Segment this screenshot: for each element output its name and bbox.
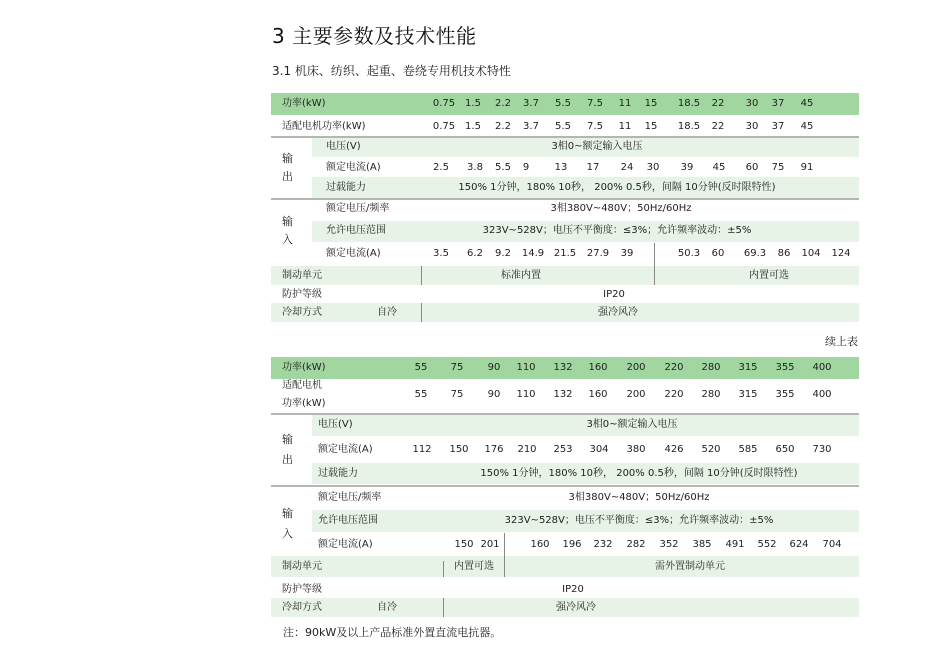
cell: 69.3 bbox=[743, 248, 767, 259]
allowed-range-value: 323V~528V；电压不平衡度：≤3%；允许频率波动：±5% bbox=[504, 515, 774, 526]
cell: 13 bbox=[554, 162, 568, 173]
power-label: 功率(kW) bbox=[282, 362, 326, 373]
overload-label: 过载能力 bbox=[318, 468, 358, 479]
cell: 196 bbox=[562, 539, 582, 550]
cell: 253 bbox=[553, 444, 573, 455]
cell: 0.75 bbox=[432, 121, 456, 132]
cell: 27.9 bbox=[586, 248, 610, 259]
cell: 30 bbox=[646, 162, 660, 173]
cell: 37 bbox=[771, 121, 785, 132]
cell: 1.5 bbox=[465, 98, 481, 109]
cooling-label: 冷却方式 bbox=[282, 307, 322, 318]
cell: 7.5 bbox=[587, 121, 603, 132]
cell: 160 bbox=[530, 539, 550, 550]
cell: 39 bbox=[620, 248, 634, 259]
cell: 9 bbox=[522, 162, 530, 173]
cell: 30 bbox=[745, 98, 759, 109]
input-voltage-label: 额定电压/频率 bbox=[326, 203, 390, 214]
cell: 18.5 bbox=[677, 121, 701, 132]
cell: 552 bbox=[757, 539, 777, 550]
cell: 200 bbox=[626, 362, 646, 373]
power-label: 功率(kW) bbox=[282, 98, 326, 109]
cell: 9.2 bbox=[495, 248, 511, 259]
cell: 176 bbox=[484, 444, 504, 455]
cell: 110 bbox=[516, 389, 536, 400]
cooling-value-a: 自冷 bbox=[377, 307, 397, 318]
cell: 91 bbox=[800, 162, 814, 173]
input-current-label: 额定电流(A) bbox=[326, 248, 381, 259]
cell: 220 bbox=[664, 389, 684, 400]
cell: 14.9 bbox=[521, 248, 545, 259]
cell: 112 bbox=[412, 444, 432, 455]
cell: 3.7 bbox=[523, 121, 539, 132]
cell: 355 bbox=[775, 362, 795, 373]
protection-value: IP20 bbox=[603, 289, 625, 300]
divider bbox=[421, 266, 422, 285]
allowed-range-value: 323V~528V；电压不平衡度：≤3%；允许频率波动：±5% bbox=[482, 225, 752, 236]
cell: 5.5 bbox=[555, 98, 571, 109]
cell: 150 bbox=[454, 539, 474, 550]
protection-label: 防护等级 bbox=[282, 289, 322, 300]
cell: 50.3 bbox=[677, 248, 701, 259]
cell: 624 bbox=[789, 539, 809, 550]
output-voltage-label: 电压(V) bbox=[326, 141, 361, 152]
cell: 400 bbox=[812, 389, 832, 400]
brake-value-b: 内置可选 bbox=[749, 270, 789, 281]
cell: 6.2 bbox=[467, 248, 483, 259]
motor-power-label-line1: 适配电机 bbox=[282, 380, 322, 391]
divider bbox=[443, 561, 444, 577]
cell: 110 bbox=[516, 362, 536, 373]
cell: 1.5 bbox=[465, 121, 481, 132]
overload-value: 150% 1分钟，180% 10秒， 200% 0.5秒，间隔 10分钟(反时限特性) bbox=[480, 468, 798, 479]
cell: 400 bbox=[812, 362, 832, 373]
input-group-label: 输入 bbox=[282, 215, 293, 246]
cell: 60 bbox=[711, 248, 725, 259]
cell: 60 bbox=[745, 162, 759, 173]
cell: 132 bbox=[553, 362, 573, 373]
cell: 282 bbox=[626, 539, 646, 550]
cell: 730 bbox=[812, 444, 832, 455]
input-current-label: 额定电流(A) bbox=[318, 539, 373, 550]
cell: 17 bbox=[586, 162, 600, 173]
cooling-label: 冷却方式 bbox=[282, 602, 322, 613]
cell: 160 bbox=[588, 389, 608, 400]
allowed-range-label: 允许电压范围 bbox=[326, 225, 386, 236]
motor-power-label-line2: 功率(kW) bbox=[282, 398, 326, 409]
cell: 15 bbox=[644, 98, 658, 109]
section-title: 3.1 机床、纺织、起重、卷绕专用机技术特性 bbox=[272, 64, 511, 78]
cell: 21.5 bbox=[553, 248, 577, 259]
cell: 24 bbox=[620, 162, 634, 173]
cell: 7.5 bbox=[587, 98, 603, 109]
cell: 45 bbox=[712, 162, 726, 173]
cell: 90 bbox=[487, 362, 501, 373]
rule bbox=[271, 198, 859, 200]
cell: 5.5 bbox=[495, 162, 511, 173]
overload-value: 150% 1分钟，180% 10秒， 200% 0.5秒，间隔 10分钟(反时限特性) bbox=[458, 182, 776, 193]
cell: 200 bbox=[626, 389, 646, 400]
brake-label: 制动单元 bbox=[282, 561, 322, 572]
input-group-label: 输入 bbox=[282, 507, 293, 540]
cell: 315 bbox=[738, 389, 758, 400]
cell: 385 bbox=[692, 539, 712, 550]
cell: 3.8 bbox=[467, 162, 483, 173]
output-current-label: 额定电流(A) bbox=[326, 162, 381, 173]
output-voltage-value: 3相0~额定输入电压 bbox=[551, 141, 643, 152]
input-voltage-value: 3相380V~480V；50Hz/60Hz bbox=[568, 492, 710, 503]
output-voltage-value: 3相0~额定输入电压 bbox=[586, 419, 678, 430]
cell: 39 bbox=[680, 162, 694, 173]
input-voltage-value: 3相380V~480V；50Hz/60Hz bbox=[550, 203, 692, 214]
motor-power-label: 适配电机功率(kW) bbox=[282, 121, 366, 132]
row-bg bbox=[271, 303, 859, 322]
cell: 86 bbox=[777, 248, 791, 259]
protection-value: IP20 bbox=[562, 584, 584, 595]
divider bbox=[654, 243, 655, 285]
divider bbox=[443, 598, 444, 617]
input-voltage-label: 额定电压/频率 bbox=[318, 492, 382, 503]
cell: 75 bbox=[450, 389, 464, 400]
cell: 11 bbox=[618, 98, 632, 109]
cell: 5.5 bbox=[555, 121, 571, 132]
cell: 22 bbox=[711, 98, 725, 109]
protection-label: 防护等级 bbox=[282, 584, 322, 595]
page-title: 3 主要参数及技术性能 bbox=[272, 24, 477, 48]
cell: 426 bbox=[664, 444, 684, 455]
cell: 18.5 bbox=[677, 98, 701, 109]
cell: 124 bbox=[831, 248, 851, 259]
row-bg bbox=[271, 556, 859, 577]
cell: 315 bbox=[738, 362, 758, 373]
continued-label: 续上表 bbox=[825, 335, 858, 348]
cell: 232 bbox=[593, 539, 613, 550]
cell: 704 bbox=[822, 539, 842, 550]
cell: 37 bbox=[771, 98, 785, 109]
cell: 104 bbox=[801, 248, 821, 259]
cell: 2.2 bbox=[495, 121, 511, 132]
cell: 90 bbox=[487, 389, 501, 400]
cooling-value-b: 强冷风冷 bbox=[556, 602, 596, 613]
output-group-label: 输出 bbox=[282, 152, 293, 183]
cell: 650 bbox=[775, 444, 795, 455]
cell: 491 bbox=[725, 539, 745, 550]
allowed-range-label: 允许电压范围 bbox=[318, 515, 378, 526]
cell: 585 bbox=[738, 444, 758, 455]
cell: 304 bbox=[589, 444, 609, 455]
footnote: 注：90kW及以上产品标准外置直流电抗器。 bbox=[283, 626, 502, 639]
cell: 352 bbox=[659, 539, 679, 550]
cell: 15 bbox=[644, 121, 658, 132]
divider bbox=[504, 533, 505, 577]
cell: 280 bbox=[701, 362, 721, 373]
output-group-label: 输出 bbox=[282, 433, 293, 466]
cell: 380 bbox=[626, 444, 646, 455]
cell: 3.5 bbox=[433, 248, 449, 259]
cell: 30 bbox=[745, 121, 759, 132]
cell: 55 bbox=[414, 362, 428, 373]
cell: 210 bbox=[517, 444, 537, 455]
output-voltage-label: 电压(V) bbox=[318, 419, 353, 430]
cell: 0.75 bbox=[432, 98, 456, 109]
brake-value-b: 需外置制动单元 bbox=[655, 561, 725, 572]
cell: 201 bbox=[480, 539, 500, 550]
cell: 520 bbox=[701, 444, 721, 455]
cell: 75 bbox=[450, 362, 464, 373]
rule bbox=[271, 485, 859, 487]
cell: 150 bbox=[449, 444, 469, 455]
cell: 2.2 bbox=[495, 98, 511, 109]
cell: 220 bbox=[664, 362, 684, 373]
cooling-value-b: 强冷风冷 bbox=[598, 307, 638, 318]
cell: 2.5 bbox=[433, 162, 449, 173]
cell: 45 bbox=[800, 98, 814, 109]
cell: 132 bbox=[553, 389, 573, 400]
cell: 22 bbox=[711, 121, 725, 132]
cooling-value-a: 自冷 bbox=[377, 602, 397, 613]
divider bbox=[421, 303, 422, 322]
cell: 355 bbox=[775, 389, 795, 400]
cell: 280 bbox=[701, 389, 721, 400]
cell: 45 bbox=[800, 121, 814, 132]
cell: 75 bbox=[771, 162, 785, 173]
output-current-label: 额定电流(A) bbox=[318, 444, 373, 455]
cell: 3.7 bbox=[523, 98, 539, 109]
cell: 11 bbox=[618, 121, 632, 132]
brake-value-a: 内置可选 bbox=[454, 561, 494, 572]
cell: 160 bbox=[588, 362, 608, 373]
cell: 55 bbox=[414, 389, 428, 400]
brake-label: 制动单元 bbox=[282, 270, 322, 281]
overload-label: 过载能力 bbox=[326, 182, 366, 193]
brake-value-a: 标准内置 bbox=[501, 270, 541, 281]
